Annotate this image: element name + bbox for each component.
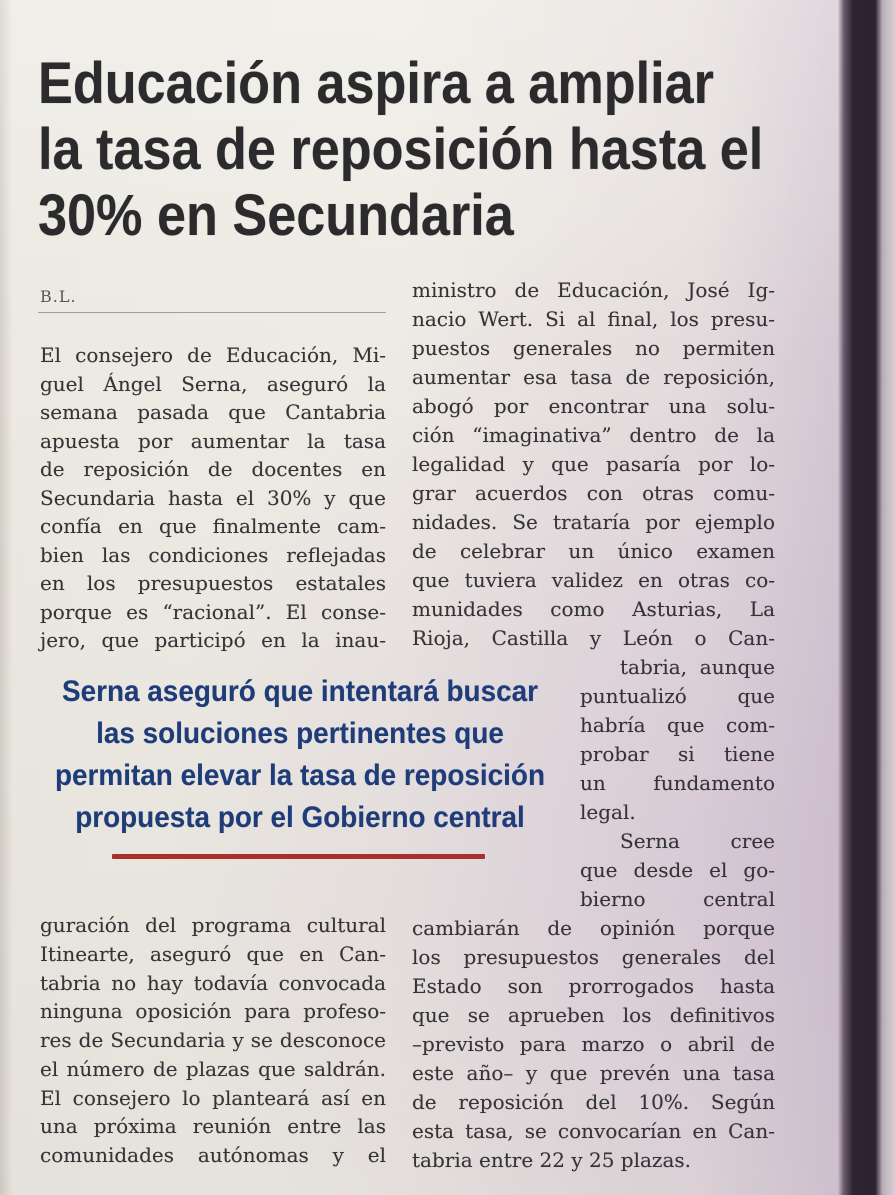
body-text-line: probar si tiene bbox=[580, 742, 775, 766]
body-text-line: semana pasada que Cantabria bbox=[40, 400, 386, 424]
body-text-line: el número de plazas que saldrán. bbox=[40, 1056, 386, 1081]
body-text-line: Estado son prorrogados hasta bbox=[412, 974, 775, 998]
body-text-line: res de Secundaria y se desconoce bbox=[40, 1028, 386, 1052]
body-text-line: grar acuerdos con otras comu- bbox=[412, 481, 775, 505]
pull-quote-line: permitan elevar la tasa de reposición bbox=[54, 759, 545, 792]
body-text-line: habría que com- bbox=[580, 713, 775, 737]
body-text-line: tabria, aunque bbox=[620, 655, 775, 679]
pull-quote-line: las soluciones pertinentes que bbox=[96, 717, 504, 750]
body-text-line: tabria no hay todavía convocada bbox=[40, 970, 386, 995]
body-text-line: en los presupuestos estatales bbox=[40, 571, 386, 595]
body-text-line: que desde el go- bbox=[580, 858, 775, 882]
right-column bbox=[412, 276, 775, 1175]
body-text-line: un fundamento bbox=[580, 771, 775, 795]
body-text-line: jero, que participó en la inau- bbox=[40, 628, 386, 652]
headline-line: 30% en Secundaria bbox=[38, 183, 514, 248]
body-text-line: esta tasa, se convocarían en Can- bbox=[412, 1119, 775, 1143]
body-text-line: bierno central bbox=[580, 887, 775, 911]
body-text-line: nacio Wert. Si al final, los presu- bbox=[412, 307, 775, 331]
headline-line: la tasa de reposición hasta el bbox=[38, 117, 764, 182]
body-text-line: los presupuestos generales del bbox=[412, 945, 775, 969]
body-text-line: legalidad y que pasaría por lo- bbox=[412, 452, 775, 476]
byline: B.L. bbox=[40, 287, 77, 306]
body-text-line: puntualizó que bbox=[580, 684, 775, 708]
body-text-line: confía en que finalmente cam- bbox=[40, 514, 386, 538]
pull-quote-line: propuesta por el Gobierno central bbox=[75, 801, 525, 834]
body-text-line: tabria entre 22 y 25 plazas. bbox=[412, 1148, 691, 1172]
body-text-line: aumentar esa tasa de reposición, bbox=[412, 365, 775, 389]
pull-quote-line: Serna aseguró que intentará buscar bbox=[61, 675, 539, 708]
left-column-bottom bbox=[40, 911, 386, 1170]
body-text-line: El consejero de Educación, Mi- bbox=[40, 343, 386, 367]
body-text-line: que se aprueben los definitivos bbox=[412, 1003, 775, 1027]
body-text-line: ninguna oposición para profeso- bbox=[40, 999, 386, 1024]
body-text-line: ministro de Educación, José Ig- bbox=[412, 278, 775, 302]
body-text-line: Itinearte, aseguró que en Can- bbox=[40, 941, 386, 966]
body-text-line: Serna cree bbox=[620, 829, 775, 853]
body-text-line: porque es “racional”. El conse- bbox=[40, 599, 386, 624]
body-text-line: guración del programa cultural bbox=[40, 913, 386, 937]
left-column-top bbox=[40, 341, 386, 655]
body-text-line: puestos generales no permiten bbox=[412, 336, 775, 360]
body-text-line: que tuviera validez en otras co- bbox=[412, 568, 775, 592]
headline bbox=[38, 51, 858, 249]
byline-rule bbox=[38, 312, 386, 313]
body-text-line: –previsto para marzo o abril de bbox=[412, 1032, 775, 1056]
body-text-line: nidades. Se trataría por ejemplo bbox=[412, 510, 775, 534]
body-text-line: munidades como Asturias, La bbox=[412, 597, 775, 621]
body-text-line: Secundaria hasta el 30% y que bbox=[40, 485, 386, 510]
headline-line: Educación aspira a ampliar bbox=[38, 51, 714, 116]
body-text-line: de reposición del 10%. Según bbox=[412, 1090, 775, 1114]
body-text-line: ción “imaginativa” dentro de la bbox=[412, 423, 775, 447]
body-text-line: bien las condiciones reflejadas bbox=[40, 542, 386, 567]
body-text-line: abogó por encontrar una solu- bbox=[412, 394, 775, 418]
body-text-line: Rioja, Castilla y León o Can- bbox=[412, 626, 775, 650]
body-text-line: apuesta por aumentar la tasa bbox=[40, 428, 386, 453]
body-text-line: de celebrar un único examen bbox=[412, 539, 775, 563]
body-text-line: guel Ángel Serna, aseguró la bbox=[40, 371, 386, 396]
body-text-line: comunidades autónomas y el bbox=[40, 1143, 386, 1167]
body-text-line: legal. bbox=[580, 800, 636, 824]
body-text-line: de reposición de docentes en bbox=[40, 457, 386, 481]
body-text-line: este año– y que prevén una tasa bbox=[412, 1061, 775, 1085]
body-text-line: una próxima reunión entre las bbox=[40, 1114, 386, 1139]
body-text-line: El consejero lo planteará así en bbox=[40, 1085, 386, 1110]
body-text-line: cambiarán de opinión porque bbox=[412, 916, 775, 940]
